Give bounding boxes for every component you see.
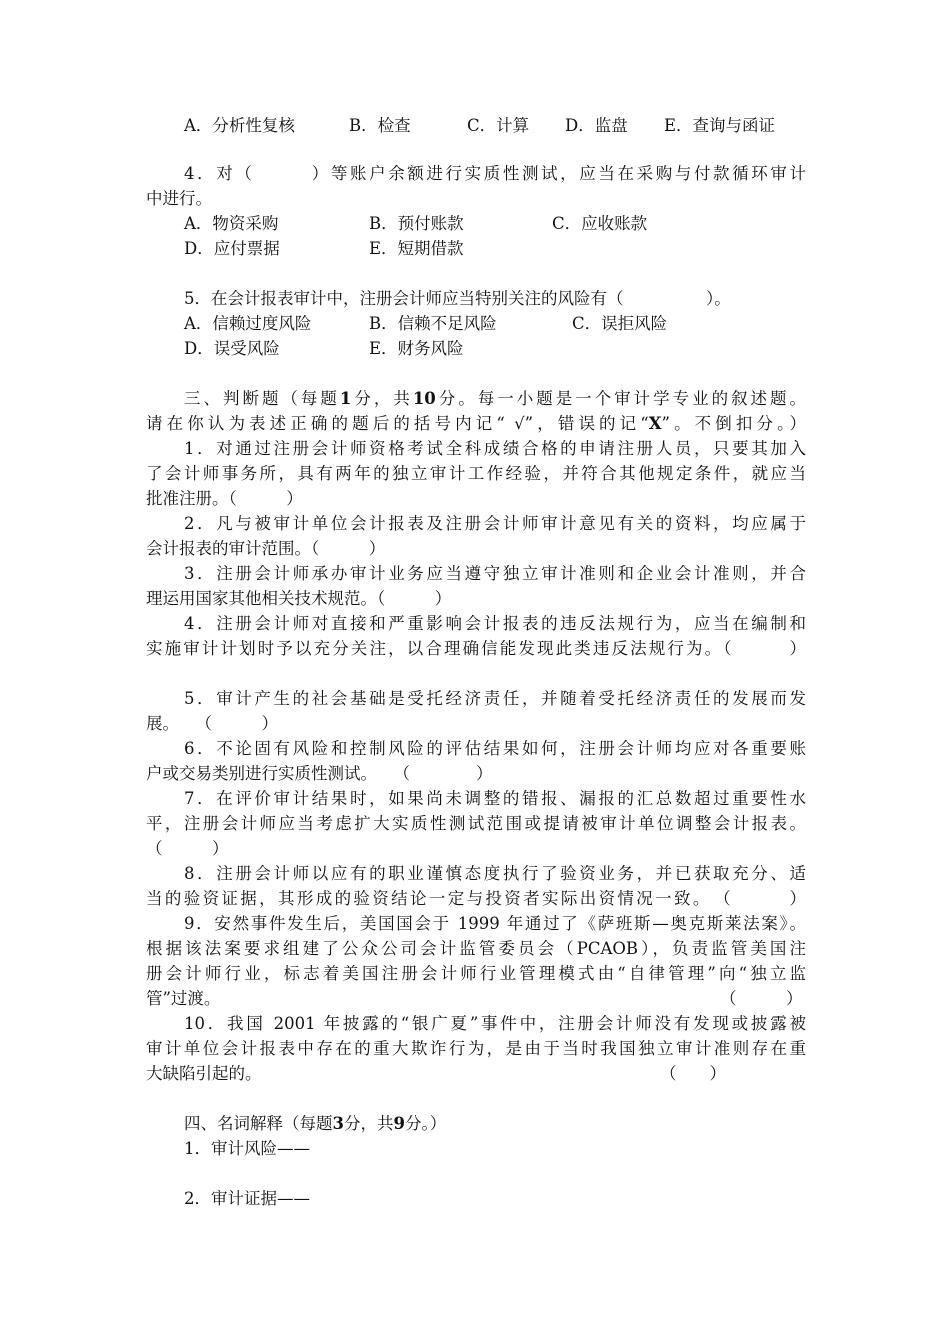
section4-heading: 四、名词解释（每题3分，共9分。） [184, 1114, 447, 1133]
tf-item-6-line-1: 6．不论固有风险和控制风险的评估结果如何，注册会计师均应对各重要账 [184, 739, 806, 758]
tf-item-3-line-1: 3．注册会计师承办审计业务应当遵守独立审计准则和企业会计准则，并合 [184, 564, 806, 583]
q4-option-e: E．短期借款 [369, 239, 464, 258]
tf-item-8-line-1: 8．注册会计师以应有的职业谨慎态度执行了验资业务，并已获取充分、适 [184, 864, 806, 883]
tf-item-9-line-1: 9．安然事件发生后，美国国会于 1999 年通过了《萨班斯—奥克斯莱法案》。 [184, 914, 806, 933]
q3-option-a: A．分析性复核 [184, 116, 295, 135]
section3-instructions: 请在你认为表述正确的题后的括号内记“ √”，错误的记“X”。不倒扣分。） [146, 414, 806, 433]
q4-option-c: C．应收账款 [552, 214, 648, 233]
tf-item-10-line-3: 大缺陷引起的。 [146, 1064, 262, 1083]
tf-item-3-line-2: 理运用国家其他相关技术规范。（ ） [146, 589, 452, 608]
tf-item-2-line-1: 2．凡与被审计单位会计报表及注册会计师审计意见有关的资料，均应属于 [184, 514, 806, 533]
tf-item-1-line-1: 1．对通过注册会计师资格考试全科成绩合格的申请注册人员，只要其加入 [184, 439, 806, 458]
term-item-2: 2．审计证据—— [184, 1189, 310, 1208]
tf-item-8-line-2: 当的验资证据，其形成的验资结论一定与投资者实际出资情况一致。 （ ） [146, 889, 806, 908]
q5-option-a: A．信赖过度风险 [184, 314, 312, 333]
tf-item-9-line-4: 管”过渡。 [146, 989, 221, 1008]
q3-option-e: E．查询与函证 [664, 116, 776, 135]
tf-item-9-line-2: 根据该法案要求组建了公众公司会计监管委员会（PCAOB），负责监管美国注 [146, 939, 806, 958]
q3-option-c: C．计算 [467, 116, 530, 135]
tf-item-5-line-2: 展。 （ ） [146, 714, 278, 733]
q5-option-c: C．误拒风险 [572, 314, 668, 333]
q4-question-line-1: 4．对（ ）等账户余额进行实质性测试，应当在采购与付款循环审计 [184, 164, 806, 183]
tf-item-5-line-1: 5．审计产生的社会基础是受托经济责任，并随着受托经济责任的发展而发 [184, 689, 806, 708]
tf-item-6-line-2: 户或交易类别进行实质性测试。 （ ） [146, 764, 493, 783]
tf-item-7-line-1: 7．在评价审计结果时，如果尚未调整的错报、漏报的汇总数超过重要性水 [184, 789, 806, 808]
tf-item-9-line-3: 册会计师行业，标志着美国注册会计师行业管理模式由“自律管理”向“独立监 [146, 964, 806, 983]
q5-question-line: 5．在会计报表审计中，注册会计师应当特别关注的风险有（ ）。 [184, 289, 731, 308]
tf-item-10-line-2: 审计单位会计报表中存在的重大欺诈行为，是由于当时我国独立审计准则存在重 [146, 1039, 806, 1058]
q5-option-d: D．误受风险 [184, 339, 280, 358]
q3-option-d: D．监盘 [565, 116, 628, 135]
tf-item-1-line-2: 了会计师事务所，具有两年的独立审计工作经验，并符合其他规定条件，就应当 [146, 464, 806, 483]
tf-item-9-answer-blank: （ ） [720, 989, 803, 1008]
q4-option-b: B．预付账款 [369, 214, 464, 233]
tf-item-2-line-2: 会计报表的审计范围。（ ） [146, 539, 386, 558]
tf-item-7-line-2: 平，注册会计师应当考虑扩大实质性测试范围或提请被审计单位调整会计报表。 [146, 814, 806, 833]
term-item-1: 1．审计风险—— [184, 1139, 310, 1158]
section3-heading: 三、判断题（每题1分，共10分。每一小题是一个审计学专业的叙述题。 [184, 389, 807, 408]
tf-item-7-line-3: （ ） [146, 839, 229, 858]
q4-question-line-2: 中进行。 [146, 189, 212, 208]
q4-option-d: D．应付票据 [184, 239, 280, 258]
q3-option-b: B．检查 [349, 116, 411, 135]
tf-item-4-line-2: 实施审计计划时予以充分关注，以合理确信能发现此类违反法规行为。（ ） [146, 639, 806, 658]
tf-item-10-line-1: 10．我国 2001 年披露的“银广夏”事件中，注册会计师没有发现或披露被 [184, 1014, 806, 1033]
q4-option-a: A．物资采购 [184, 214, 279, 233]
q5-option-e: E．财务风险 [369, 339, 464, 358]
tf-item-4-line-1: 4．注册会计师对直接和严重影响会计报表的违反法规行为，应当在编制和 [184, 614, 806, 633]
q5-option-b: B．信赖不足风险 [369, 314, 497, 333]
tf-item-1-line-3: 批准注册。（ ） [146, 489, 303, 508]
tf-item-10-answer-blank: （ ） [660, 1064, 726, 1083]
